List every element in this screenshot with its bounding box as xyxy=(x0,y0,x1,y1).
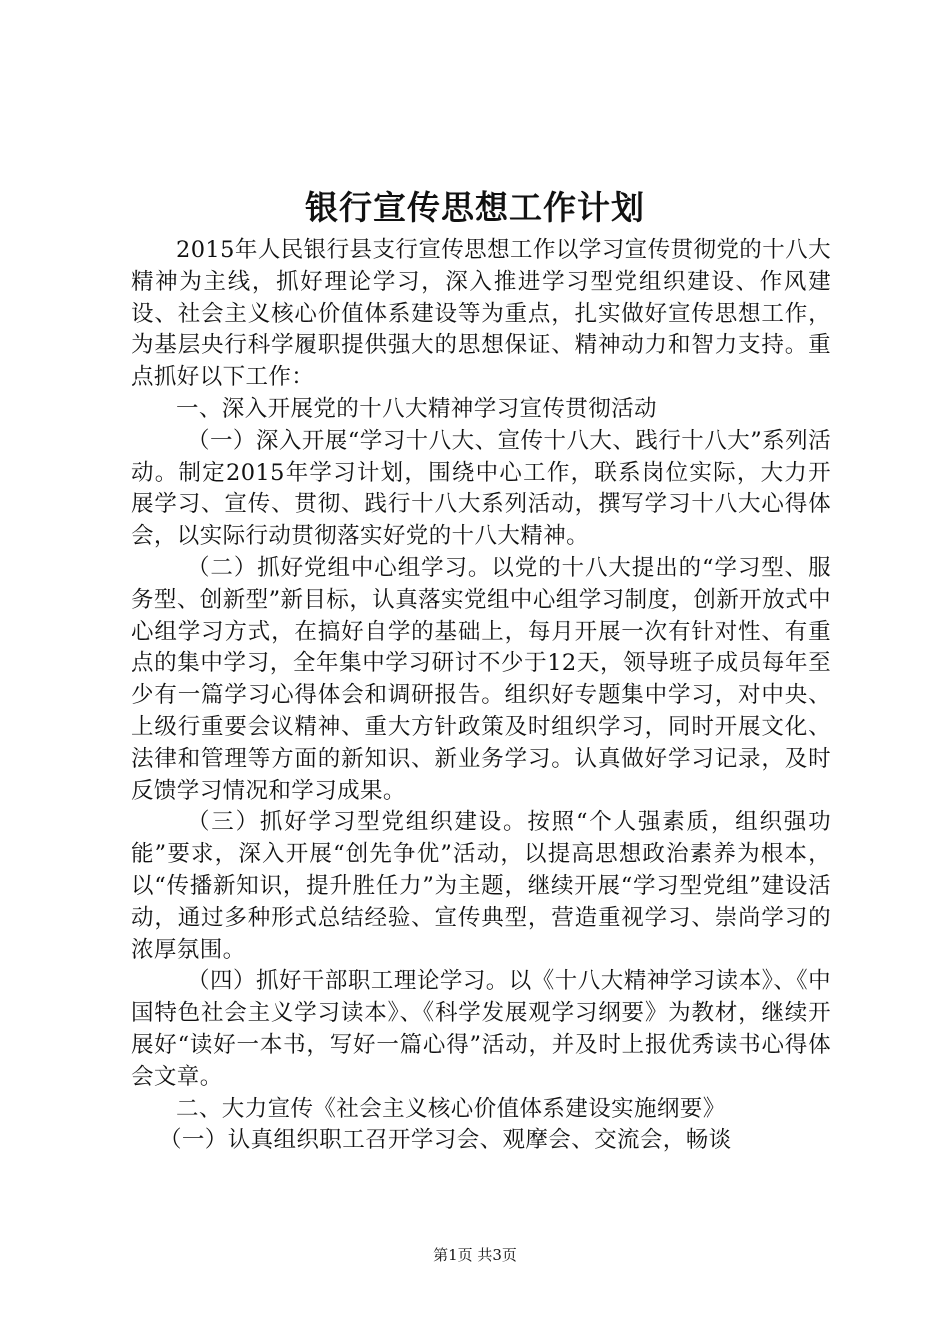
paragraph-1-4: （四）抓好干部职工理论学习。以《十八大精神学习读本》、《中国特色社会主义学习读本》、《科学发展观学习纲要》为教材，继续开展好“读好一本书，写好一篇心得”活动，并及时上报优秀读书心得体会文章。 xyxy=(131,968,831,1090)
paragraph-1-1: （一）深入开展“学习十八大、宣传十八大、践行十八大”系列活动。制定2015年学习计划，围绕中心工作，联系岗位实际，大力开展学习、宣传、贯彻、践行十八大系列活动，撰写学习十八大心得体会，以实际行动贯彻落实好党的十八大精神。 xyxy=(131,427,831,550)
intro-paragraph: 2015年人民银行县支行宣传思想工作以学习宣传贯彻党的十八大精神为主线，抓好理论学习，深入推进学习型党组织建设、作风建设、社会主义核心价值体系建设等为重点，扎实做好宣传思想工作，为基层央行科学履职提供强大的思想保证、精神动力和智力支持。重点抓好以下工作： xyxy=(131,237,831,391)
document-title: 银行宣传思想工作计划 xyxy=(305,188,645,227)
paragraph-1-2: （二）抓好党组中心组学习。以党的十八大提出的“学习型、服务型、创新型”新目标，认真落实党组中心组学习制度，创新开放式中心组学习方式，在搞好自学的基础上，每月开展一次有针对性、有重点的集中学习，全年集中学习研讨不少于12天，领导班子成员每年至少有一篇学习心得体会和调研报告。组织好专题集中学习，对中央、上级行重要会议精神、重大方针政策及时组织学习，同时开展文化、法律和管理等方面的新知识、新业务学习。认真做好学习记录，及时反馈学习情况和学习成果。 xyxy=(131,554,831,804)
paragraph-1-3: （三）抓好学习型党组织建设。按照“个人强素质，组织强功能”要求，深入开展“创先争优”活动，以提高思想政治素养为根本，以“传播新知识，提升胜任力”为主题，继续开展“学习型党组”建设活动，通过多种形式总结经验、宣传典型，营造重视学习、崇尚学习的浓厚氛围。 xyxy=(131,809,831,963)
paragraph-2-1: （一）认真组织职工召开学习会、观摩会、交流会，畅谈 xyxy=(159,1127,732,1154)
section-heading-2: 二、大力宣传《社会主义核心价值体系建设实施纲要》 xyxy=(176,1095,726,1122)
document-body xyxy=(131,235,831,1157)
page-footer: 第1页 共3页 xyxy=(433,1246,517,1264)
section-heading-1: 一、深入开展党的十八大精神学习宣传贯彻活动 xyxy=(176,395,657,422)
